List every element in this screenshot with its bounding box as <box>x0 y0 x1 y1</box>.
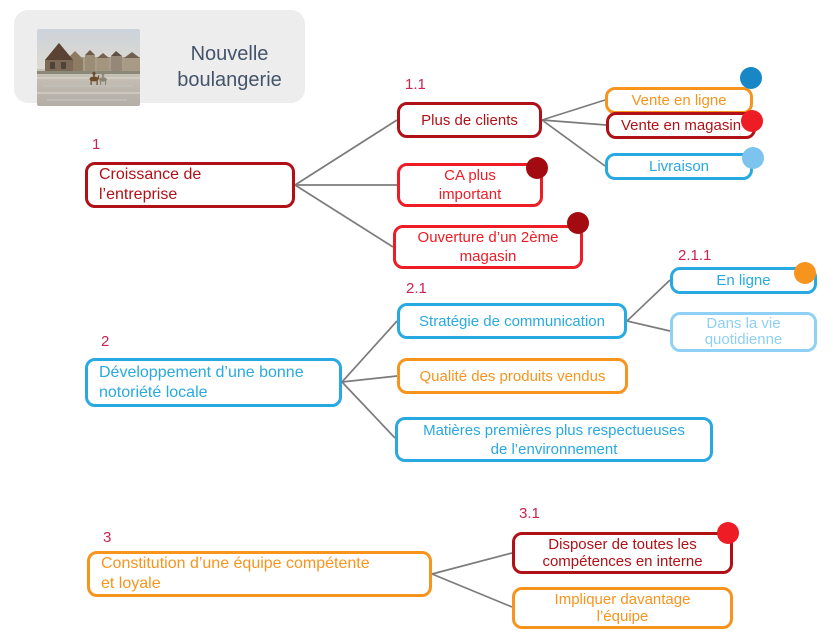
node-text-line: Matières premières plus respectueuses <box>423 421 685 439</box>
label-3-1: 3.1 <box>519 505 540 522</box>
node-vente-en-ligne[interactable] <box>605 87 753 114</box>
node-text-line: l’équipe <box>596 608 649 625</box>
node-text-line: Vente en ligne <box>631 92 727 109</box>
beach-photo-drawing <box>37 29 140 106</box>
label-2: 2 <box>101 333 110 350</box>
node-text-line: important <box>438 186 502 203</box>
status-dot-vente-en-magasin <box>741 110 763 132</box>
node-text-line: Plus de clients <box>421 111 518 129</box>
node-text-line: compétences en interne <box>542 553 703 570</box>
status-dot-disposer <box>717 522 739 544</box>
node-developpement-notoriete[interactable] <box>85 358 342 407</box>
node-text-line: Disposer de toutes les <box>548 536 697 553</box>
label-2-1-1: 2.1.1 <box>678 247 712 264</box>
status-dot-vente-en-ligne <box>740 67 762 89</box>
node-text-line: Vente en magasin <box>620 117 742 134</box>
node-ca-plus-important[interactable] <box>397 163 543 207</box>
node-ouverture-2eme-magasin[interactable] <box>393 225 583 269</box>
node-text-line: Impliquer davantage <box>554 591 691 608</box>
label-2-1: 2.1 <box>406 280 427 297</box>
node-text-line: En ligne <box>716 272 771 289</box>
title-card <box>14 10 305 103</box>
node-text-line: et loyale <box>101 575 161 592</box>
node-strategie-communication[interactable] <box>397 303 627 339</box>
status-dot-en-ligne <box>794 262 816 284</box>
bakery-town-photo <box>37 29 140 106</box>
label-1: 1 <box>92 136 101 153</box>
node-text-line: Constitution d’une équipe compétente <box>101 555 370 572</box>
node-matieres-premieres[interactable] <box>395 417 713 462</box>
node-text-line: CA plus <box>444 167 496 184</box>
node-vente-en-magasin[interactable] <box>606 112 756 139</box>
status-dot-ca <box>526 157 548 179</box>
node-text-line: de l’environnement <box>490 440 618 458</box>
node-text-line: quotidienne <box>704 331 783 348</box>
node-text-line: Ouverture d’un 2ème <box>417 229 559 246</box>
node-disposer-competences[interactable] <box>512 532 733 574</box>
node-dans-la-vie-quotidienne[interactable] <box>670 312 817 352</box>
node-text-line: Livraison <box>648 158 710 175</box>
node-text-line: Développement d’une bonne <box>99 363 304 381</box>
status-dot-livraison <box>742 147 764 169</box>
node-constitution-equipe[interactable] <box>87 551 432 597</box>
node-qualite-produits[interactable] <box>397 358 628 394</box>
node-text-line: Dans la vie <box>706 315 781 332</box>
label-1-1: 1.1 <box>405 76 426 93</box>
status-dot-ouverture <box>567 212 589 234</box>
node-text-line: Qualité des produits vendus <box>419 367 606 385</box>
map-title <box>140 20 319 113</box>
node-croissance-entreprise[interactable] <box>85 162 295 208</box>
map-title-line: boulangerie <box>177 68 282 91</box>
label-3: 3 <box>103 529 112 546</box>
node-text-line: magasin <box>459 248 517 265</box>
node-text-line: Stratégie de communication <box>419 312 605 330</box>
node-plus-de-clients[interactable] <box>397 102 542 138</box>
map-title-line: Nouvelle <box>190 42 269 65</box>
node-text-line: l’entreprise <box>99 186 178 203</box>
node-text-line: Croissance de <box>99 166 202 183</box>
node-impliquer-equipe[interactable] <box>512 587 733 629</box>
node-livraison[interactable] <box>605 153 753 180</box>
node-text-line: notoriété locale <box>99 383 208 401</box>
